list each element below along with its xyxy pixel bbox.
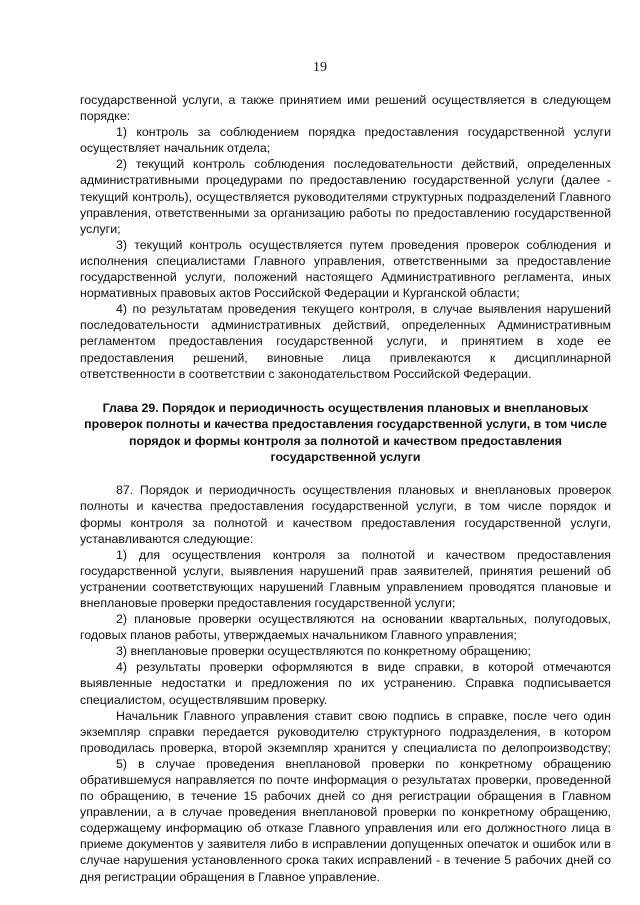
paragraph-87-item-4-continuation: Начальник Главного управления ставит свою подпись в справке, после чего один экземпляр справки передается руководителю структурного подразделения, в котором проводилась проверка, второй экземпляр хранится у специалиста по делопроизводству; [80,708,611,755]
paragraph-87-item-5: 5) в случае проведения внеплановой проверки по конкретному обращению обратившемуся направляется по почте информация о результатах проверки, проведенной по обращению, в течение 15 рабочих дней со дня регистрации обращения в Главном управлении, а в случае проведения внеплановой проверки по конкретному обращению, содержащему информацию об отказе Главного управления или его должностного лица в приеме документов у заявителя либо в исправлении допущенных опечаток и ошибок или в случае нарушения установленного срока таких исправлений - в течение 5 рабочих дней со дня регистрации обращения в Главное управление. [80,756,611,884]
paragraph-item-1: 1) контроль за соблюдением порядка предоставления государственной услуги осуществляет начальник отдела; [80,125,611,156]
paragraph-item-3: 3) текущий контроль осуществляется путем проведения проверок соблюдения и исполнения специалистами Главного управления, ответственными за предоставление государственной услуги, положений настоящего Административного регламента, иных нормативных правовых актов Российской Федерации и Курганской области; [80,237,611,301]
chapter-heading: Глава 29. Порядок и периодичность осуществления плановых и внеплановых проверок полноты и качества предоставления государственной услуги, в том числе порядок и формы контроля за полнотой и качеством предоставления государственной услуги [84,400,607,464]
paragraph-87-item-4: 4) результаты проверки оформляются в виде справки, в которой отмечаются выявленные недостатки и предложения по их устранению. Справка подписывается специалистом, осуществлявшим проверку. [80,660,611,707]
page-number: 19 [313,60,327,75]
paragraph-87-item-2: 2) плановые проверки осуществляются на основании квартальных, полугодовых, годовых планов работы, утверждаемых начальником Главного управления; [80,612,611,643]
paragraph-87: 87. Порядок и периодичность осуществления плановых и внеплановых проверок полноты и качества предоставления государственной услуги, в том числе порядок и формы контроля за полнотой и качеством предоставления государственной услуги, устанавливаются следующие: [80,483,611,546]
paragraph-87-item-1: 1) для осуществления контроля за полнотой и качеством предоставления государственной услуги, выявления нарушений прав заявителей, принятия решений об устранении соответствующих нарушений Главным управлением проводятся плановые и внеплановые проверки предоставления государственной услуги; [80,547,611,610]
paragraph-item-2: 2) текущий контроль соблюдения последовательности действий, определенных административными процедурами по предоставлению государственной услуги (далее - текущий контроль), осуществляется руководителями структурных подразделений Главного управления, ответственными за организацию работы по предоставлению государственной услуги; [80,157,611,236]
paragraph-87-item-3: 3) внеплановые проверки осуществляются по конкретному обращению; [116,644,531,659]
paragraph-continuation: государственной услуги, а также принятием ими решений осуществляется в следующем порядке: [80,93,611,124]
document-body [80,92,611,885]
paragraph-item-4: 4) по результатам проведения текущего контроля, в случае выявления нарушений последовательности административных действий, определенных Административным регламентом предоставления государственной услуги, и принятием в ходе ее предоставления решений, виновные лица привлекаются к дисциплинарной ответственности в соответствии с законодательством Российской Федерации. [80,302,611,381]
